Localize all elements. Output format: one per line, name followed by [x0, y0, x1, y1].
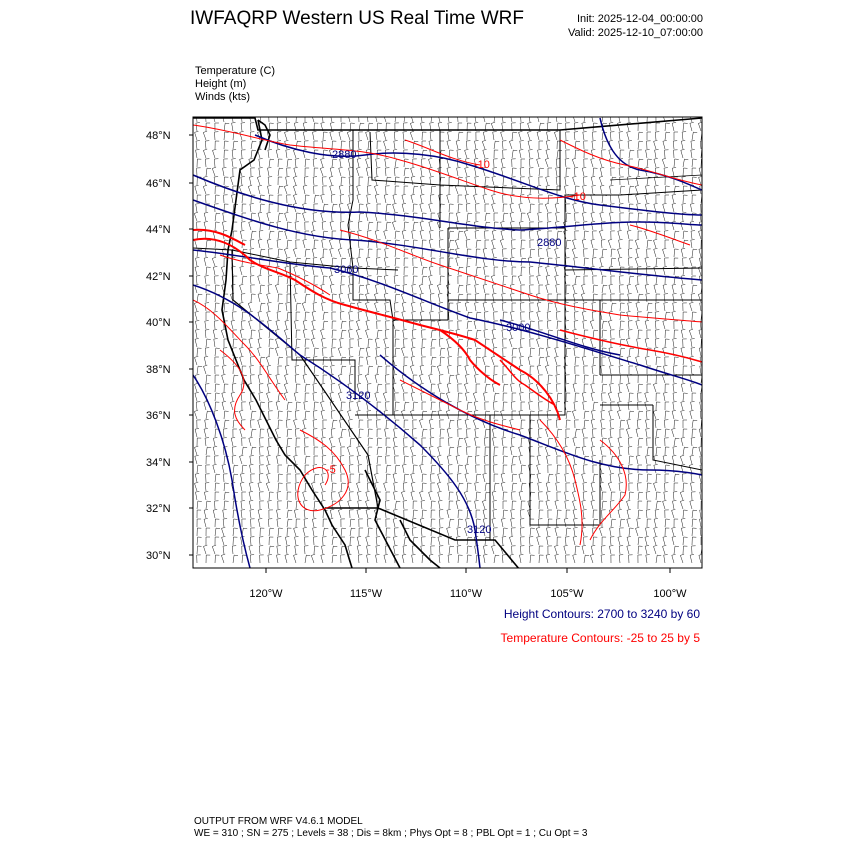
lat-label: 46°N — [146, 178, 171, 190]
lat-label: 34°N — [146, 457, 171, 469]
height-label: 3000 — [506, 322, 531, 334]
variable-height: Height (m) — [195, 78, 247, 90]
coastline — [222, 120, 440, 568]
lon-label: 110°W — [449, 588, 483, 600]
height-label: 3120 — [467, 524, 492, 536]
height-label: 3060 — [334, 264, 359, 276]
lon-label: 105°W — [550, 588, 584, 600]
lat-label: 32°N — [146, 503, 171, 515]
lat-label: 30°N — [146, 550, 171, 562]
lat-label: 36°N — [146, 410, 171, 422]
variable-winds: Winds (kts) — [195, 91, 250, 103]
latitude-axis — [146, 130, 171, 562]
valid-time: Valid: 2025-12-10_07:00:00 — [568, 27, 703, 39]
map-title: IWFAQRP Western US Real Time WRF — [190, 8, 524, 29]
lat-label: 38°N — [146, 364, 171, 376]
lat-label: 40°N — [146, 317, 171, 329]
longitude-axis — [249, 588, 687, 600]
lon-label: 120°W — [249, 588, 283, 600]
height-label: 2880 — [537, 237, 562, 249]
lon-label: 100°W — [653, 588, 687, 600]
temperature-label: -10 — [474, 159, 490, 171]
height-label: 3120 — [346, 390, 371, 402]
footer-model: OUTPUT FROM WRF V4.6.1 MODEL — [194, 816, 363, 827]
lat-label: 42°N — [146, 271, 171, 283]
temperature-legend: Temperature Contours: -25 to 25 by 5 — [500, 631, 700, 645]
variable-temperature: Temperature (C) — [195, 65, 276, 77]
axis-ticks — [189, 135, 670, 573]
lat-label: 44°N — [146, 224, 171, 236]
height-legend: Height Contours: 2700 to 3240 by 60 — [503, 607, 700, 621]
height-label: 2880 — [332, 149, 357, 161]
lon-label: 115°W — [349, 588, 383, 600]
temperature-label: -10 — [570, 191, 586, 203]
lat-label: 48°N — [146, 130, 171, 142]
init-time: Init: 2025-12-04_00:00:00 — [577, 13, 703, 25]
temperature-label: -5 — [326, 464, 336, 476]
footer-config: WE = 310 ; SN = 275 ; Levels = 38 ; Dis = 8km ; Phys Opt = 8 ; PBL Opt = 1 ; Cu Opt = 3 — [194, 828, 588, 839]
